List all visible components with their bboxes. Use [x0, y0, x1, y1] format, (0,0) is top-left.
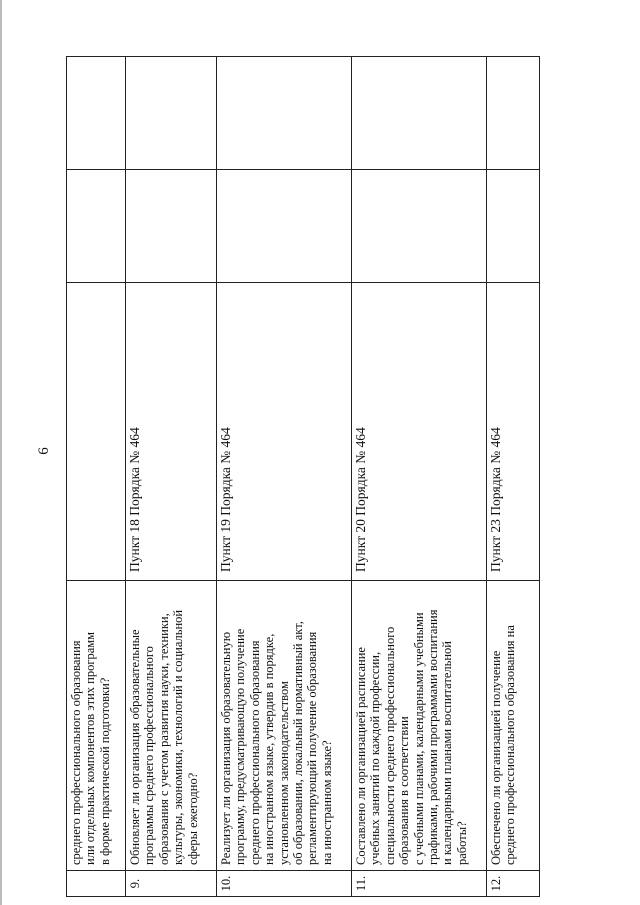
answer-cell — [487, 170, 540, 283]
table-row — [487, 57, 540, 897]
row-number: 10. — [217, 871, 352, 897]
reference-cell: Пункт 19 Порядка № 464 — [217, 283, 352, 581]
row-number: 12. — [487, 871, 540, 897]
answer-cell — [126, 170, 217, 283]
reference-cell: Пункт 20 Порядка № 464 — [352, 283, 487, 581]
question-cell: Составлено ли организацией расписание учебных занятий по каждой профессии, специальности среднего профессионального образования в соответствии с учебными планами, календарными учебными графиками, рабочими программами воспитания и календарными планами воспитательной работы? — [352, 581, 487, 871]
table-row — [217, 57, 352, 897]
answer-cell — [217, 170, 352, 283]
question-cell: Обеспечено ли организацией получение среднего профессионального образования на — [487, 581, 540, 871]
reference-cell: Пункт 18 Порядка № 464 — [126, 283, 217, 581]
answer-cell — [67, 170, 126, 283]
question-cell: среднего профессионального образования или отдельных компонентов этих программ в форме практической подготовки? — [67, 581, 126, 871]
note-cell — [67, 57, 126, 170]
table-row — [126, 57, 217, 897]
question-cell: Обновляет ли организация образовательные программы среднего профессионального образования с учетом развития науки, техники, культуры, экономики, технологий и социальной сферы ежегодно? — [126, 581, 217, 871]
reference-cell — [67, 283, 126, 581]
table-row — [352, 57, 487, 897]
question-cell: Реализует ли организация образовательную программу, предусматривающую получение среднего профессионального образования на иностранном языке, утвердив в порядке, установленном законодательством об образовании, локальный нормативный акт, регламентирующий получение образования на иностранном языке? — [217, 581, 352, 871]
checklist-table — [66, 56, 540, 897]
note-cell — [487, 57, 540, 170]
page-number: 6 — [36, 447, 52, 455]
row-number — [67, 871, 126, 897]
answer-cell — [352, 170, 487, 283]
table-row — [67, 57, 126, 897]
note-cell — [126, 57, 217, 170]
scan-edge — [0, 0, 2, 905]
row-number: 9. — [126, 871, 217, 897]
note-cell — [217, 57, 352, 170]
row-number: 11. — [352, 871, 487, 897]
note-cell — [352, 57, 487, 170]
reference-cell: Пункт 23 Порядка № 464 — [487, 283, 540, 581]
